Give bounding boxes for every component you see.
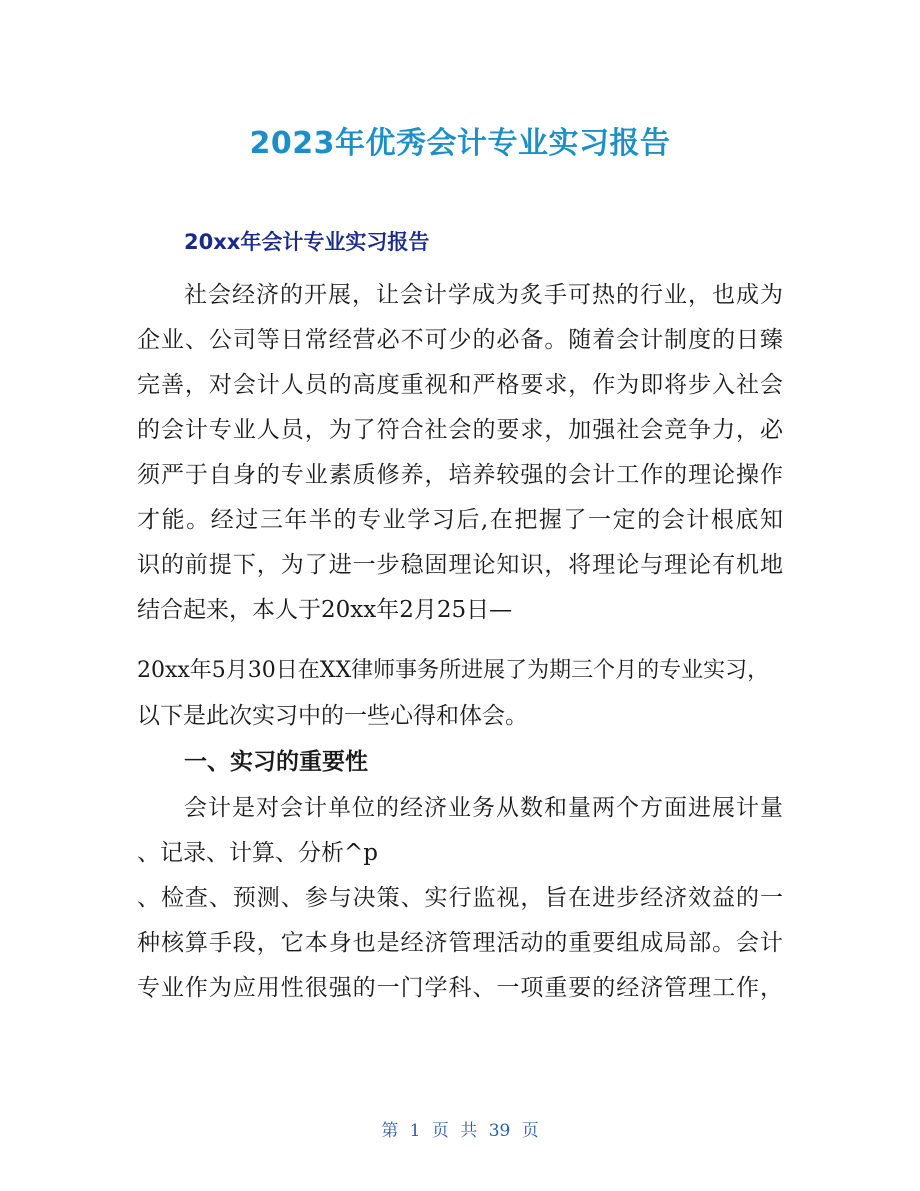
paragraph-line: 会计是对会计单位的经济业务从数和量两个方面进展计量: [184, 795, 783, 821]
paragraph-line: 企业、公司等日常经营必不可少的必备。随着会计制度的日臻: [137, 327, 783, 353]
paragraph-line: 结合起来，本人于20xx年2月25日—: [137, 597, 513, 623]
current-page-number: 1: [409, 1121, 421, 1141]
paragraph-line: 完善，对会计人员的高度重视和严格要求，作为即将步入社会: [137, 372, 783, 398]
paragraph-line: 才能。经过三年半的专业学习后,在把握了一定的会计根底知: [137, 507, 783, 533]
paragraph-line: 种核算手段，它本身也是经济管理活动的重要组成局部。会计: [137, 930, 783, 956]
footer-label: 共: [460, 1121, 478, 1141]
paragraph-line: 20xx年5月30日在XX律师事务所进展了为期三个月的专业实习，: [137, 658, 770, 683]
paragraph-line: 识的前提下，为了进一步稳固理论知识，将理论与理论有机地: [137, 552, 783, 578]
paragraph-line: 、记录、计算、分析^p: [137, 840, 378, 866]
footer-label: 页: [431, 1121, 449, 1141]
paragraph-line: 的会计专业人员，为了符合社会的要求，加强社会竞争力，必: [137, 417, 783, 443]
footer-label: 页: [521, 1121, 539, 1141]
document-title: 2023年优秀会计专业实习报告: [249, 126, 671, 161]
total-pages-number: 39: [488, 1121, 511, 1141]
paragraph-line: 须严于自身的专业素质修养，培养较强的会计工作的理论操作: [137, 462, 783, 488]
paragraph-line: 以下是此次实习中的一些心得和体会。: [137, 703, 528, 729]
paragraph-line: 专业作为应用性很强的一门学科、一项重要的经济管理工作，: [137, 975, 783, 1001]
paragraph-line: 社会经济的开展，让会计学成为炙手可热的行业，也成为: [184, 282, 783, 308]
page-footer: [0, 1116, 920, 1141]
footer-label: 第: [381, 1121, 399, 1141]
paragraph-line: 、检查、预测、参与决策、实行监视，旨在进步经济效益的一: [137, 885, 783, 911]
section-heading: 一、实习的重要性: [184, 748, 368, 775]
document-subtitle: 20xx年会计专业实习报告: [184, 230, 430, 254]
